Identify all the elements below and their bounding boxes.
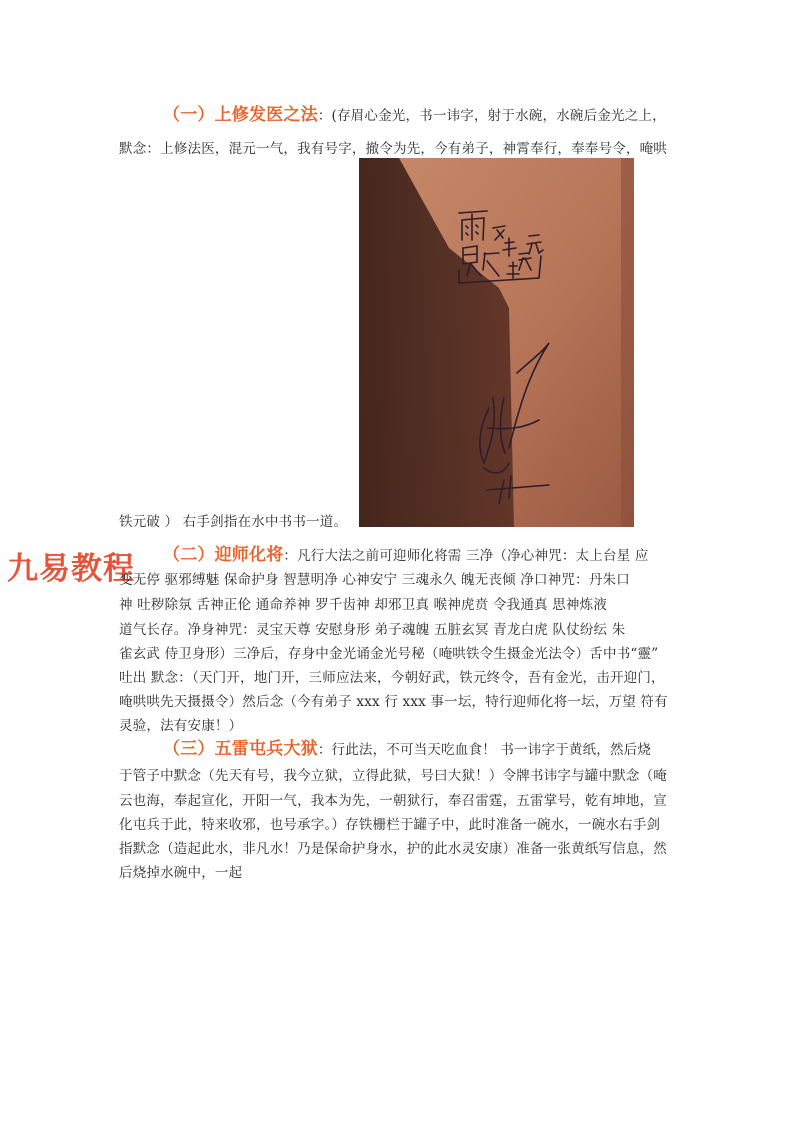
section1-line1 [163, 103, 666, 129]
section2-text-1: ：凡行大法之前可迎师化将需 三净（净心神咒：太上台星 应 [283, 548, 649, 564]
section3-line3: 云也海，奉起宣化，开阳一气，我本为先，一朝狱行，奉召雷霆，五雷掌号，乾有坤地，宣 [119, 793, 667, 809]
section3-line2: 于管子中默念（先天有号，我今立狱，立得此狱，号曰大狱！）令牌书讳字与罐中默念（唵 [119, 768, 667, 784]
section2-line6: 吐出 默念：（天门开，地门开，三师应法来，今朝好武，铁元终令，吾有金光，击开迎门， [119, 670, 665, 686]
section3-text-1: ：行此法，不可当天吃血食！ 书一讳字于黄纸，然后烧 [317, 742, 652, 758]
section2-line4: 道气长存。净身神咒：灵宝天尊 安慰身形 弟子魂魄 五脏玄冥 青龙白虎 队仗纷纭 朱 [119, 622, 626, 638]
talisman-photo [359, 158, 634, 527]
section3-line6: 后烧掉水碗中，一起 [119, 865, 243, 881]
section3-heading: （三）五雷屯兵大狱 [163, 739, 318, 759]
section2-line3: 神 吐秽除氛 舌神正伦 通命养神 罗千齿神 却邪卫真 喉神虎贲 令我通真 思神炼液 [119, 597, 608, 613]
section3-line4: 化屯兵于此，特来收邪，也号承字。）存铁栅栏于罐子中，此时准备一碗水，一碗水右手剑 [119, 817, 661, 833]
section3-line1 [163, 737, 651, 763]
watermark-logo: 九易教程 [7, 551, 135, 587]
section1-line3: 铁元破 ） 右手剑指在水中书书一道。 [119, 514, 348, 530]
section2-line7: 唵哄哄先天摄摄令）然后念（今有弟子 xxx 行 xxx 事一坛，特行迎师化将一坛，万望 符有 [119, 694, 668, 710]
section2-line1 [163, 543, 649, 569]
section1-heading: （一）上修发医之法 [163, 105, 318, 125]
section2-line2: 变无停 驱邪缚魅 保命护身 智慧明净 心神安宁 三魂永久 魄无丧倾 净口神咒：丹朱口 [119, 572, 630, 588]
section3-line5: 指默念（造起此水，非凡水！乃是保命护身水，护的此水灵安康）准备一张黄纸写信息，然 [119, 841, 667, 857]
section2-heading: （二）迎师化将 [163, 545, 284, 565]
section2-line8: 灵验，法有安康！） [119, 718, 243, 734]
section2-line5: 雀玄武 侍卫身形）三净后，存身中金光诵金光号秘（唵哄铁令生摄金光法令）舌中书“靈” [119, 646, 659, 662]
talisman-image [359, 158, 634, 527]
section1-text-1: ：(存眉心金光，书一讳字，射于水碗，水碗后金光之上， [317, 108, 666, 124]
section1-line2: 默念：上修法医，混元一气，我有号字，撤令为先，今有弟子，神霄奉行，奉奉号令，唵哄 [119, 141, 667, 157]
